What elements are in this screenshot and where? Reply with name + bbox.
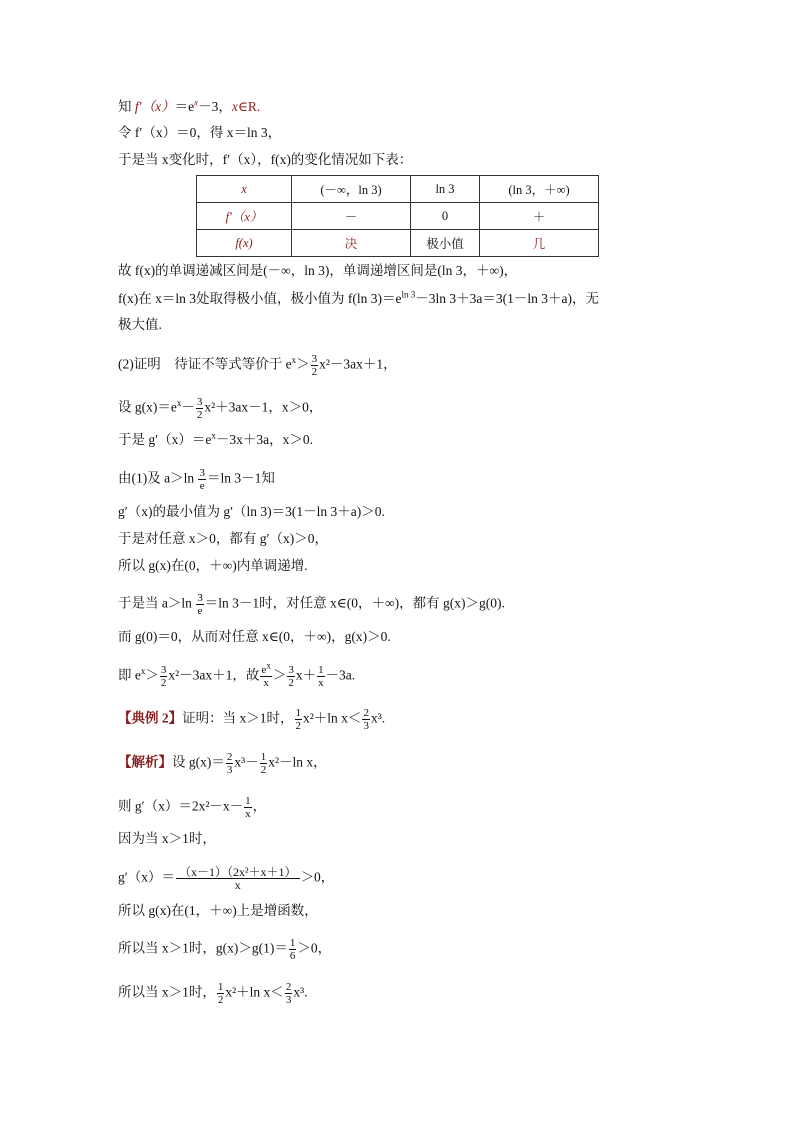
line-8: 设 $g(x)=e^x-$ $\frac{3}{2}$ x²＋3ax－1，x＞0， (118, 396, 323, 421)
line-15: 而 g(0)＝0，从而对任意 x∈(0，＋∞)，g(x)＞0. (118, 629, 391, 644)
line-6: 极大值. (118, 317, 162, 332)
solution-line-6: 所以当 x＞1时，g(x)＞g(1)＝ $\frac{1}{6}$ ＞0， (118, 937, 332, 962)
table-row: x (－∞，ln 3) ln 3 (ln 3，＋∞) (197, 176, 599, 203)
solution-line-4: g′（x）＝ $\frac{\text{（x－1）（2x²＋x＋1）}}{x}$ ＞0， (118, 865, 335, 892)
line-16: 即 $e^x>$ $\frac{3}{2}$ x²－3ax＋1，故 $\frac{e^x}{x}$ ＞ $\frac{3}{2}$ x＋ $\frac{1}{x}$ －3a. (118, 660, 356, 689)
line-11: g′（x)的最小值为 g′（ln 3)＝3(1－ln 3＋a)＞0. (118, 504, 385, 519)
variation-table (196, 175, 599, 257)
line-13: 所以 g(x)在(0，＋∞)内单调递增. (118, 558, 308, 573)
solution-line-2: 则 g′（x）＝2x²－x－ $\frac{1}{x}$ ， (118, 795, 267, 820)
solution-line-1: 【解析】设 g(x)＝ $\frac{2}{3}$ x³－ $\frac{1}{2}$ x²－ln x， (118, 751, 327, 776)
solution-line-3: 因为当 x＞1时， (118, 831, 216, 846)
table-row: f′（x） － 0 ＋ (197, 203, 599, 230)
solution-line-5: 所以 g(x)在(1，＋∞)上是增函数， (118, 903, 318, 918)
solution-line-7: 所以当 x＞1时， $\frac{1}{2}$ x²＋ln x＜ $\frac{2}{3}$ x³. (118, 981, 308, 1006)
line-9: 于是 $g'(x)=e^x-3x+3a$，x＞0. (118, 430, 313, 447)
line-2: 令 f′（x）＝0，得 x＝ln 3， (118, 125, 282, 140)
line-5: f(x)在 x＝ln 3处取得极小值，极小值为 f(ln $3)=e^{ln 3}-3\ln$ 3＋3a＝3(1－ln 3＋a)，无 (118, 289, 599, 306)
table-row: f(x) 决 极小值 几 (197, 230, 599, 257)
line-12: 于是对任意 x＞0，都有 g′（x)＞0， (118, 531, 328, 546)
line-4: 故 f(x)的单调递减区间是(－∞，ln 3)，单调递增区间是(ln 3，＋∞)， (118, 263, 518, 278)
line-10: 由(1)及 a＞ln $\frac{3}{e}$ ＝ln 3－1知 (118, 467, 275, 492)
line-14: 于是当 a＞ln $\frac{3}{e}$ ＝ln 3－1时，对任意 x∈(0，＋∞)，都有 g(x)＞g(0). (118, 592, 505, 617)
line-7: (2)证明 待证不等式等价于 $e^x>$ $\frac{3}{2}$ x²－3ax＋1， (118, 353, 397, 378)
example-2-heading: 【典例 2】证明：当 x＞1时， $\frac{1}{2}$ x²＋ln x＜ $\frac{2}{3}$ x³. (118, 707, 386, 732)
line-3: 于是当 x变化时，f′（x），f(x)的变化情况如下表： (118, 152, 413, 167)
line-1: 知 $f'(x)=e^x-3$，x∈R. (118, 97, 261, 114)
